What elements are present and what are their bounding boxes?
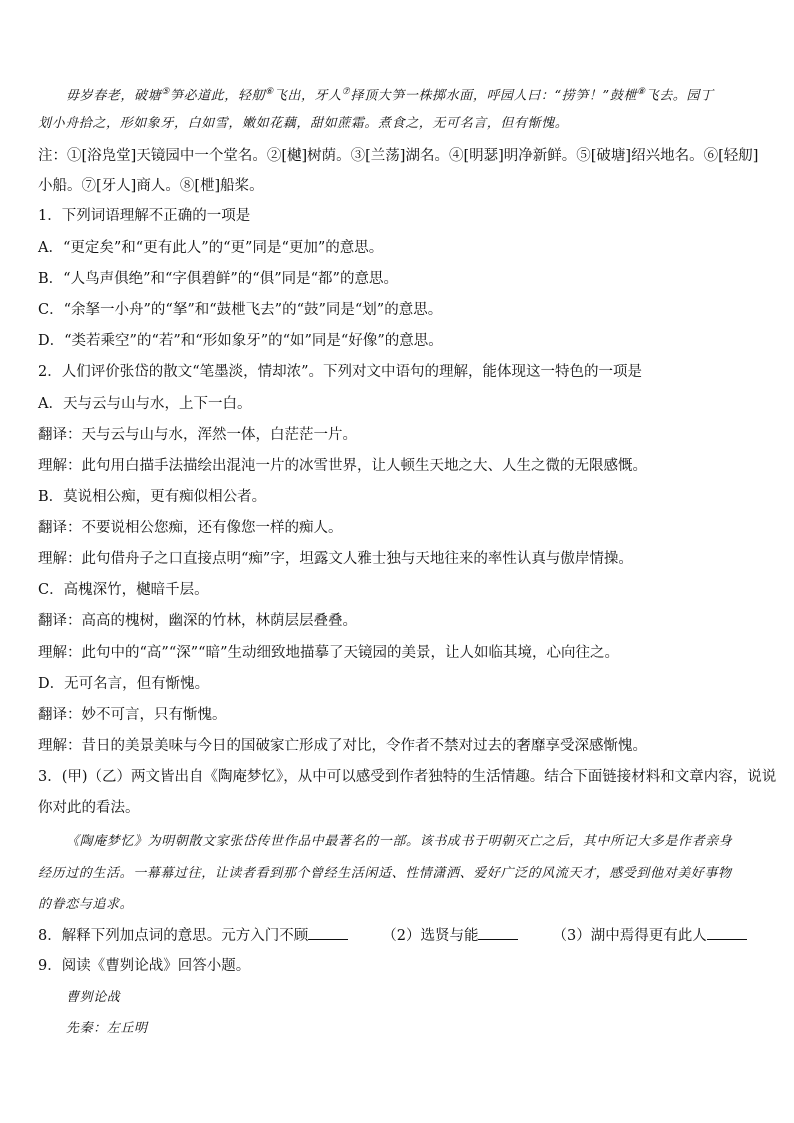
question-9-stem: 9．阅读《曹刿论战》回答小题。 bbox=[38, 958, 251, 974]
question-2-option-b-explanation: 理解：此句借舟子之口直接点明“痴”字，坦露文人雅士独与天地往来的率性认真与傲岸情操。 bbox=[38, 551, 633, 567]
footnote-marker: ⑦ bbox=[341, 87, 351, 97]
link-material-line: 的眷恋与追求。 bbox=[38, 897, 134, 912]
notes-line: 小船。⑦[牙人]商人。⑧[枻]船桨。 bbox=[38, 178, 264, 194]
question-8 bbox=[38, 925, 760, 946]
question-2-option-c-translation: 翻译：高高的槐树，幽深的竹林，林荫层层叠叠。 bbox=[38, 613, 357, 629]
question-2-option-d-translation: 翻译：妙不可言，只有惭愧。 bbox=[38, 707, 227, 723]
passage-text: 飞出，牙人 bbox=[273, 88, 342, 104]
answer-blank[interactable] bbox=[707, 925, 747, 940]
question-2-option-c-explanation: 理解：此句中的“高”“深”“暗”生动细致地描摹了天镜园的美景，让人如临其境，心向往之。 bbox=[38, 645, 619, 661]
question-2-option-b: B．莫说相公痴，更有痴似相公者。 bbox=[38, 489, 267, 505]
question-2-option-c: C．高槐深竹，樾暗千层。 bbox=[38, 582, 209, 598]
question-8-item-2: （2）选贤与能 bbox=[382, 928, 479, 944]
link-material-line: 经历过的生活。一幕幕过往，让读者看到那个曾经生活闲适、性情潇洒、爱好广泛的风流天才，感受到他对美好事物 bbox=[38, 866, 732, 881]
question-1-option-d: D．“类若乘空”的“若”和“形如象牙”的“如”同是“好像”的意思。 bbox=[38, 333, 443, 349]
question-2-option-d: D．无可名言，但有惭愧。 bbox=[38, 676, 210, 692]
answer-blank[interactable] bbox=[478, 925, 518, 940]
passage-author: 先秦：左丘明 bbox=[66, 1021, 148, 1036]
question-3-stem-cont: 你对此的看法。 bbox=[38, 800, 140, 816]
question-8-item-3: （3）湖中焉得更有此人 bbox=[552, 928, 707, 944]
question-2-option-a-translation: 翻译：天与云与山与水，浑然一体，白茫茫一片。 bbox=[38, 427, 357, 443]
footnote-marker: ⑥ bbox=[265, 87, 274, 97]
question-1-option-a: A．“更定矣”和“更有此人”的“更”同是“更加”的意思。 bbox=[38, 240, 384, 256]
question-1-option-c: C．“余拏一小舟”的“拏”和“鼓枻飞去”的“鼓”同是“划”的意思。 bbox=[38, 302, 443, 318]
passage-text: 毋岁春老，破塘 bbox=[66, 88, 162, 104]
question-2-option-b-translation: 翻译：不要说相公您痴，还有像您一样的痴人。 bbox=[38, 520, 343, 536]
question-2-stem: 2．人们评价张岱的散文“笔墨淡，情却浓”。下列对文中语句的理解，能体现这一特色的一项是 bbox=[38, 364, 643, 380]
question-2-option-d-explanation: 理解：昔日的美景美味与今日的国破家亡形成了对比，令作者不禁对过去的奢靡享受深感惭愧。 bbox=[38, 738, 647, 754]
passage-text: 飞去。园丁 bbox=[645, 88, 714, 104]
passage-line: 划小舟拾之，形如象牙，白如雪，嫩如花藕，甜如蔗霜。煮食之，无可名言，但有惭愧。 bbox=[38, 116, 569, 131]
passage-text: 笋必道此，轻舠 bbox=[169, 88, 266, 104]
question-8-stem: 8．解释下列加点词的意思。元方入门不顾 bbox=[38, 928, 309, 944]
footnote-marker: ⑧ bbox=[636, 87, 646, 97]
question-3-stem: 3．(甲)（乙）两文皆出自《陶庵梦忆》，从中可以感受到作者独特的生活情趣。结合下面链接材料和文章内容，说说 bbox=[38, 769, 777, 785]
question-2-option-a: A．天与云与山与水，上下一白。 bbox=[38, 396, 252, 412]
passage-title: 曹刿论战 bbox=[66, 990, 121, 1005]
passage-text: 择顶大笋一株掷水面，呼园人曰：“捞笋！”鼓枻 bbox=[350, 88, 637, 104]
question-1-stem: 1．下列词语理解不正确的一项是 bbox=[38, 208, 251, 224]
notes-line: 注：①[浴凫堂]天镜园中一个堂名。②[樾]树荫。③[兰荡]湖名。④[明瑟]明净新鲜。⑤[破塘]绍兴地名。⑥[轻舠] bbox=[38, 148, 759, 164]
link-material-line: 《陶庵梦忆》为明朝散文家张岱传世作品中最著名的一部。该书成书于明朝灭亡之后，其中所记大多是作者亲身 bbox=[66, 834, 733, 849]
answer-blank[interactable] bbox=[308, 925, 348, 940]
footnote-marker: ⑤ bbox=[161, 87, 170, 97]
question-1-option-b: B．“人鸟声俱绝”和“字俱碧鲜”的“俱”同是“都”的意思。 bbox=[38, 271, 398, 287]
question-2-option-a-explanation: 理解：此句用白描手法描绘出混沌一片的冰雪世界，让人顿生天地之大、人生之微的无限感慨。 bbox=[38, 458, 647, 474]
passage-line bbox=[66, 82, 760, 106]
